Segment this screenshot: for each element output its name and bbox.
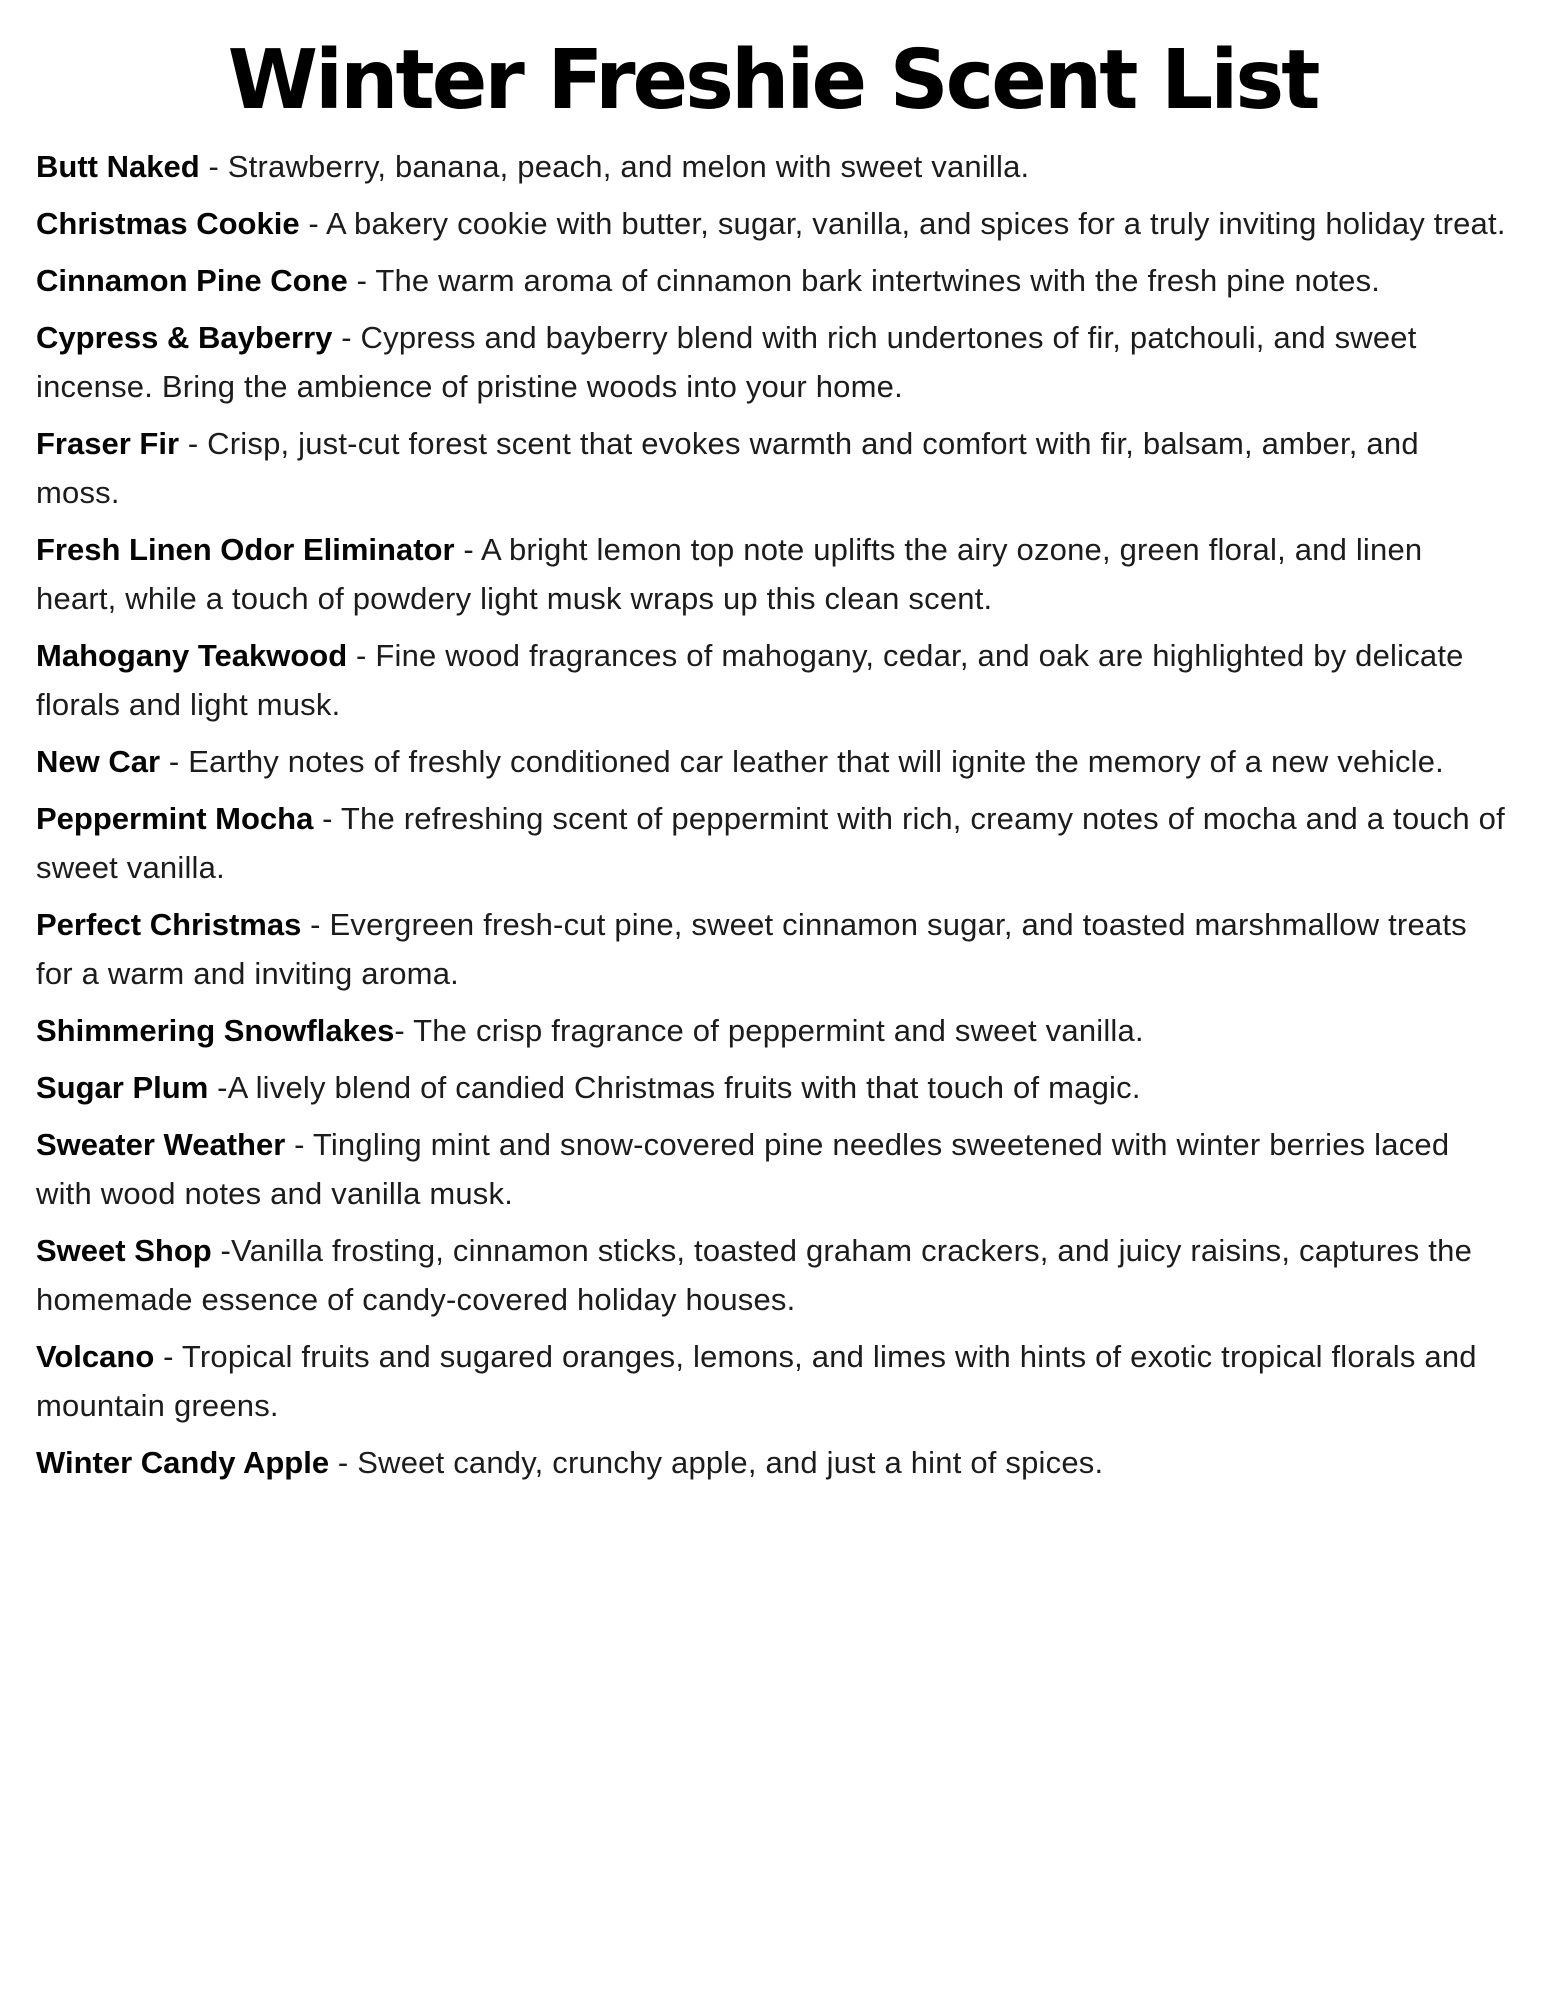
scent-item (36, 737, 1509, 786)
scent-name: Sweater Weather (36, 1127, 286, 1163)
scent-item (36, 1006, 1509, 1055)
scent-item (36, 419, 1509, 517)
scent-item (36, 1226, 1509, 1324)
scent-description: The warm aroma of cinnamon bark intertwines with the fresh pine notes. (375, 263, 1381, 299)
scent-separator: - (332, 320, 361, 356)
scent-name: Perfect Christmas (36, 907, 302, 943)
scent-item (36, 142, 1509, 191)
scent-item (36, 631, 1509, 729)
scent-description: Cypress and bayberry blend with rich undertones of fir, patchouli, and sweet incense. Bring the ambience of pristine woods into your home. (36, 320, 1417, 405)
scent-description: A lively blend of candied Christmas fruits with that touch of magic. (227, 1070, 1141, 1106)
scent-item (36, 525, 1509, 623)
scent-name: Christmas Cookie (36, 206, 300, 242)
scent-description: A bakery cookie with butter, sugar, vanilla, and spices for a truly inviting holiday treat. (326, 206, 1506, 242)
page-title: Winter Freshie Scent List (227, 33, 1318, 128)
scent-separator: - (301, 907, 330, 943)
scent-name: Shimmering Snowflakes (36, 1013, 395, 1049)
scent-item (36, 900, 1509, 998)
scent-description: Sweet candy, crunchy apple, and just a hint of spices. (357, 1445, 1104, 1481)
scent-separator: - (285, 1127, 313, 1163)
scent-separator: - (160, 744, 189, 780)
scent-description: Tingling mint and snow-covered pine needles sweetened with winter berries laced with wood notes and vanilla musk. (36, 1127, 1450, 1212)
scent-name: Cypress & Bayberry (36, 320, 333, 356)
scent-name: Sugar Plum (36, 1070, 209, 1106)
scent-separator: - (299, 206, 327, 242)
scent-item (36, 256, 1509, 305)
scent-description: Fine wood fragrances of mahogany, cedar, and oak are highlighted by delicate florals and light musk. (36, 638, 1464, 723)
scent-name: New Car (36, 744, 161, 780)
scent-name: Winter Candy Apple (36, 1445, 330, 1481)
scent-name: Cinnamon Pine Cone (36, 263, 348, 299)
scent-name: Fresh Linen Odor Eliminator (36, 532, 455, 568)
scent-name: Sweet Shop (36, 1233, 212, 1269)
scent-separator: - (347, 263, 376, 299)
scent-name: Butt Naked (36, 149, 200, 185)
scent-description: The crisp fragrance of peppermint and sweet vanilla. (413, 1013, 1144, 1049)
scent-separator: - (211, 1233, 232, 1269)
scent-description: Tropical fruits and sugared oranges, lemons, and limes with hints of exotic tropical florals and mountain greens. (36, 1339, 1477, 1424)
scent-description: A bright lemon top note uplifts the airy ozone, green floral, and linen heart, while a touch of powdery light musk wraps up this clean scent. (36, 532, 1423, 617)
scent-item (36, 1438, 1509, 1487)
scent-name: Volcano (36, 1339, 155, 1375)
scent-description: The refreshing scent of peppermint with rich, creamy notes of mocha and a touch of sweet vanilla. (36, 801, 1505, 886)
scent-description: Crisp, just-cut forest scent that evokes warmth and comfort with fir, balsam, amber, and moss. (36, 426, 1419, 511)
scent-separator: - (208, 1070, 228, 1106)
scent-separator: - (313, 801, 341, 837)
scent-item (36, 199, 1509, 248)
scent-separator: - (329, 1445, 358, 1481)
scent-separator: - (179, 426, 208, 462)
scent-item (36, 313, 1509, 411)
scent-list (36, 142, 1509, 1487)
scent-separator: - (394, 1013, 414, 1049)
scent-name: Mahogany Teakwood (36, 638, 348, 674)
scent-separator: - (154, 1339, 182, 1375)
scent-description: Vanilla frosting, cinnamon sticks, toasted graham crackers, and juicy raisins, captures the homemade essence of candy-covered holiday houses. (36, 1233, 1473, 1318)
scent-description: Evergreen fresh-cut pine, sweet cinnamon sugar, and toasted marshmallow treats for a warm and inviting aroma. (36, 907, 1467, 992)
scent-item (36, 1332, 1509, 1430)
scent-item (36, 1120, 1509, 1218)
scent-name: Fraser Fir (36, 426, 180, 462)
scent-description: Earthy notes of freshly conditioned car leather that will ignite the memory of a new vehicle. (188, 744, 1444, 780)
scent-separator: - (199, 149, 228, 185)
scent-item (36, 794, 1509, 892)
scent-separator: - (347, 638, 376, 674)
scent-name: Peppermint Mocha (36, 801, 314, 837)
scent-item (36, 1063, 1509, 1112)
scent-description: Strawberry, banana, peach, and melon with sweet vanilla. (227, 149, 1030, 185)
scent-separator: - (454, 532, 481, 568)
